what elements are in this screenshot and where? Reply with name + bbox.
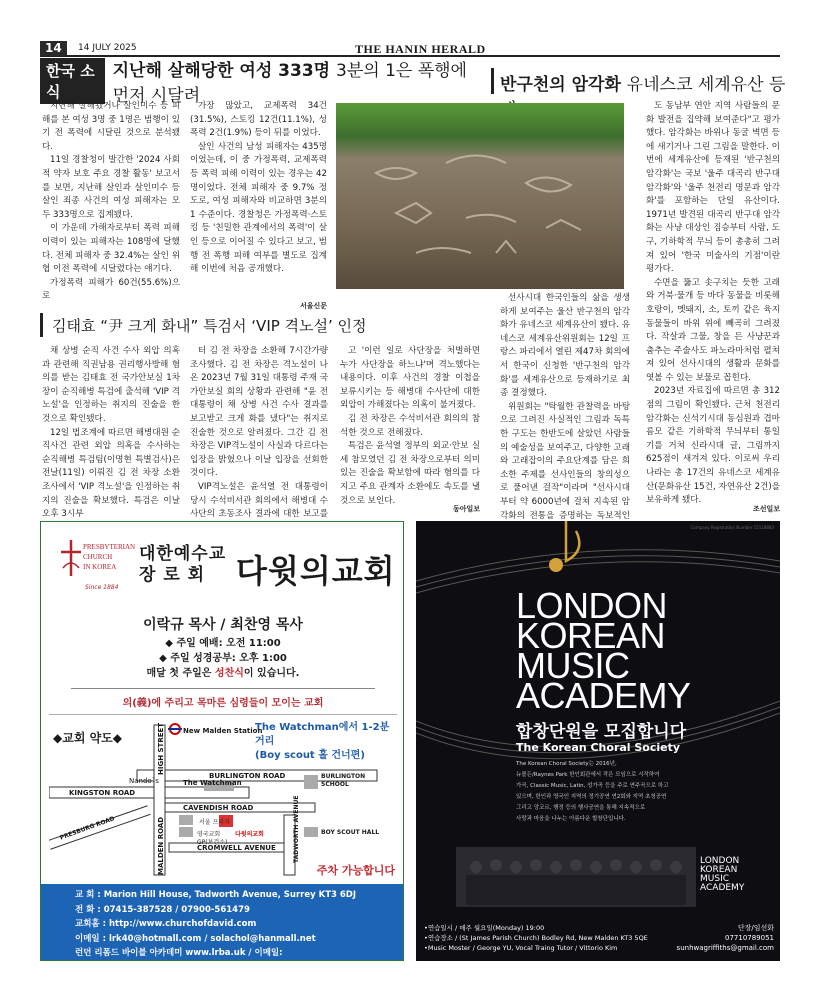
academy-title: LONDON KOREAN MUSIC ACADEMY [516, 585, 691, 716]
article1-source: 서울신문 [299, 302, 327, 310]
parking-note: 주차 가능합니다 [316, 864, 395, 877]
article3-column1: 채 상병 순직 사건 수사 외압 의혹과 관련해 직권남용 권리행사방해 혐의를 받는 김태효 전 국가안보실 1차장이 순직해병 특검에 출석해 'VIP 격노설'을 인정하는 취지의 진술을 한 것으로 확인됐다. 12일 법조계에 따르면 해병대원 순직사건 관련 외압 의혹을 수사하는 순직해병 특검팀(이명현 특별검사)은 전날(11일) 이뤄진 김 전 차장 소환 조사에서 'VIP 격노설'을 인정하는 취지의 진술을 확보했다. 특검은 이날 오후 3시부 [42, 346, 180, 520]
church-motto: 의(義)에 주리고 목마른 심령들이 모이는 교회 [122, 698, 324, 709]
cross-logo-icon [57, 538, 85, 578]
music-contact: 단장/임선화 07710789051 sunhwagriffiths@gmail.com [676, 924, 774, 952]
small-academy-logo: LONDON KOREAN MUSIC ACADEMY [700, 856, 745, 893]
church-map: ◆교회 약도◆ The Watchman에서 1-2분 거리 (Boy scout 홀 건너편) New Malden Station HIGH STREET Nando`s The Watchman KINGSTON ROAD BURLINGTON ROAD BURLINGTON SCHOOL 서울 프리자 CAVENDISH ROAD 영국교회 GP(보건소) 다윗의교회 CROMWELL AVENUE TADWORTH AVENUE BOY SCOUT HALL PRESBURG ROAD MALDEN ROAD [49, 714, 397, 879]
petroglyph-photo [336, 103, 624, 289]
issue-date: 14 JULY 2025 [78, 43, 137, 53]
article1-column1: 지난해 살해됐거나 살인미수 등 피해를 본 여성 3명 중 1명은 범행이 있기 전 폭력에 시달린 것으로 분석됐다. 11일 경찰청이 발간한 '2024 사회적 약자 보호 주요 경찰 활동' 보고서를 보면, 지난해 살인과 살인미수 등 살인 죄종 사건의 여성 피해자는 모두 333명으로 집계됐다. 이 가운데 가해자로부터 폭력 피해 이력이 있는 피해자는 108명에 달했다. 전체 피해자 중 32.4%는 살인 위협 이전 폭력에 시달렸다는 얘기다. 가정폭력 피해가 60건(55.6%)으로 [42, 101, 180, 302]
church-ad [40, 521, 404, 973]
church-name: 다윗의교회 [236, 552, 396, 590]
rehearsal-info: •연습일시 / 매주 월요일(Monday) 19:00 •연습장소 / (St James Parish Church) Bodley Rd, New Malden KT3 5QE •Music Moster / George YU, Vocal Traing Tutor / Vittorio Kim [424, 924, 648, 952]
article3-title: 김태효 “尹 크게 화내” 특검서 ‘VIP 격노설’ 인정 [52, 317, 367, 335]
article1-column2: 가장 많았고, 교제폭력 34건(31.5%), 스토킹 12건(11.1%), 성폭력 2건(1.9%) 등이 뒤를 이었다. 살인 사건의 남성 피해자는 435명이었는데, 이 중 가정폭력, 교제폭력 등 폭력 피해 이력이 있는 경우는 42명이었다. 전체 피해자 중 9.7% 정도로, 여성 피해자와 비교하면 3분의 1 수준이다. 경찰청은 가정폭력·스토킹 등 '친밀한 관계에서의 폭력'이 살인 등으로 이어질 수 있다고 보고, 범행 전 폭행 피해 여부를 별도로 집계해 이번에 처음 공개했다. [190, 101, 327, 275]
article2-title: 반구천의 암각화 유네스코 세계유산 등 [500, 75, 786, 95]
music-academy-ad: Company Registration Number 15118883 LONDON KOREAN MUSIC ACADEMY 합창단원을 모집합니다 The Korean Choral Society The Korean Choral Society는 2016년, 뉴몰든/Raynes Park 한인회관에서 작은 모임으로 시작하여 가곡, Classic Music, Latin, 성가곡 등을 주로 연주곡으로 하고 있으며, 한인과 영국인 지역의 정기공연 연2회와 지역 초청공연 그리고 앙코르, 행정 등의 행사공연을 통해 지속적으로 사랑과 마음을 나누는 아름다운 합창단입니다. LONDON KOREAN MUSIC ACADEMY •연습일시 / 매주 월요일(Monday) 19:00 •연습장소 / (St James Parish Church) Bodley Rd, New Malden KT3 5QE •Music Moster / George YU, Vocal Traing Tutor / Vittorio Kim 단장/임선화 07710789051 sunhwagriffiths@gmail.com [416, 521, 780, 961]
page-header [40, 41, 780, 57]
service-times: ◆ 주일 예배: 오전 11:00 ◆ 주일 성경공부: 오후 1:00 매달 첫 주일은 성찬식이 있습니다. [146, 638, 300, 679]
divider [491, 68, 494, 94]
divider [40, 313, 43, 337]
society-description: The Korean Choral Society는 2016년, 뉴몰든/Raynes Park 한인회관에서 작은 모임으로 시작하여 가곡, Classic Music, Latin, 성가곡 등을 주로 연주곡으로 하고 있으며, 한인과 영국인 지역의 정기공연 연2회와 지역 초청공연 그리고 앙코르, 행정 등의 행사공연을 통해 지속적으로 사랑과 마음을 나누는 아름다운 합창단입니다. [516, 761, 669, 822]
article3-column3: 고 '이런 일로 사단장을 처벌하면 누가 사단장을 하느냐'며 격노했다는 내용이다. 이후 사건의 경찰 이첩을 보류시키는 등 해병대 수사단에 대한 외압이 가해졌다는 의혹이 불거졌다. 김 전 차장은 수석비서관 회의의 참석한 것으로 전해졌다. 특검은 윤석열 정부의 외교·안보 실세 참모였던 김 전 차장으로부터 의미 있는 진술을 확보함에 따라 혐의를 다지고 주요 관계자 소환에도 속도를 낼 것으로 보인다. [340, 346, 480, 506]
recruitment-title: 합창단원을 모집합니다 [516, 722, 687, 742]
petroglyph-illustration [336, 103, 624, 289]
map-roads [49, 715, 397, 880]
article2-column1: 선사시대 한국인들의 삶을 생생하게 보여주는 울산 반구천의 암각화가 유네스코 세계유산이 됐다. 유네스코 세계유산위원회는 12일 프랑스 파리에서 열린 제47차 회의에서 한국이 신청한 '반구천의 암각화'를 세계유산으로 등재하기로 최종 결정했다. 위원회는 "탁월한 관찰력을 바탕으로 그려진 사실적인 그림과 독특한 구도는 한반도에 살았던 사람들의 예술성을 보여주고, 다양한 고래와 고래잡이의 주요단계를 담은 희소한 주제를 선사인들의 창의성으로 풀어낸 걸작"이라며 "선사시대부터 약 6000년에 걸쳐 지속된 암각화의 전통을 증명하는 독보적인 [500, 293, 630, 521]
article1-title: 지난해 살해당한 여성 333명 3분의 1은 폭행에 먼저 시달려 [112, 61, 467, 106]
article2-source: 조선일보 [752, 505, 780, 513]
church-logo: PRESBYTERIAN CHURCH IN KOREA Since 1884 [57, 538, 133, 604]
masthead: THE HANIN HERALD [355, 42, 486, 56]
directions: The Watchman에서 1-2분 거리 (Boy scout 홀 건너편) [255, 722, 390, 761]
article2-column2: 도 동남부 연안 지역 사람들의 문화 발전을 집약해 보여준다"고 평가했다. 암각화는 바위나 동굴 벽면 등에 새기거나 그린 그림을 말한다. 이번에 세계유산에 등재된 '반구천의 암각화'는 국보 '울주 대곡리 반구대 암각화'와 '울주 천전리 명문과 암각화'를 포함하는 단일 유산이다. 1971년 발견된 대곡리 반구대 암각화는 사냥 대상인 짐승부터 사람, 도구, 기하학적 무늬 등이 총총히 그려져 있어 '한국 미술사의 기점'이란 평가다. 수면을 뚫고 솟구치는 듯한 고래와 거북·물개 등 바다 동물을 비롯해 호랑이, 멧돼지, 소, 토끼 같은 육지 동물들이 바위 위에 빼곡히 그려졌다. 작살과 그물, 창을 든 사냥꾼과 춤추는 주술사도 파노라마처럼 펼쳐져 있어 선사시대의 생활과 문화를 엿볼 수 있는 보물로 꼽힌다. 2023년 자료집에 따르면 총 312점의 그림이 확인됐다. 근처 천전리 암각화는 신석기시대 동심원과 겹마름모 같은 기하학적 무늬부터 통일기를 거쳐 신라시대 글, 그림까지 625점이 새겨져 있다. 이로써 우리나라는 총 17건의 유네스코 세계유산(문화유산 15건, 자연유산 2건)을 보유하게 됐다. [646, 101, 780, 506]
denomination: 대한예수교 장 로 회 [139, 544, 227, 585]
article1-headline [40, 61, 485, 106]
article3-source: 동아일보 [452, 505, 480, 513]
pastors: 이락규 목사 / 최찬영 목사 [143, 617, 303, 633]
article3-column2: 터 김 전 차장을 소환해 7시간가량 조사했다. 김 전 차장은 격노설이 나온 2023년 7월 31일 대통령 주재 국가안보실 회의 상황과 관련해 "윤 전 대통령이 채 상병 사건 수사 결과를 보고받고 크게 화를 냈다"는 취지로 진술한 것으로 알려졌다. 그간 김 전 차장은 VIP격노설이 사실과 다르다는 입장을 밝혔으나 이날 입장을 선회한 것이다. VIP격노설은 윤석열 전 대통령이 당시 수석비서관 회의에서 해병대 수사단의 초동조사 결과에 대한 보고를 [190, 346, 329, 520]
page-number: 14 [40, 41, 67, 56]
church-contact: 교 회 : Marion Hill House, Tadworth Avenue, Surrey KT3 6DJ 전 화 : 07415-387528 / 07900-561479 교회홈 : http://www.churchofdavid.com 이메일 : lrk40@hotmall.com / solachol@hanmall.net 런던 리폼드 바이블 아카데미 www.lrba.uk / 이메일: lrbacademy23@gmail.com [41, 884, 403, 960]
map-title: ◆교회 약도◆ [53, 731, 123, 745]
choral-society-title: The Korean Choral Society [516, 741, 681, 754]
section-tag: 한국 소식 [40, 58, 105, 104]
